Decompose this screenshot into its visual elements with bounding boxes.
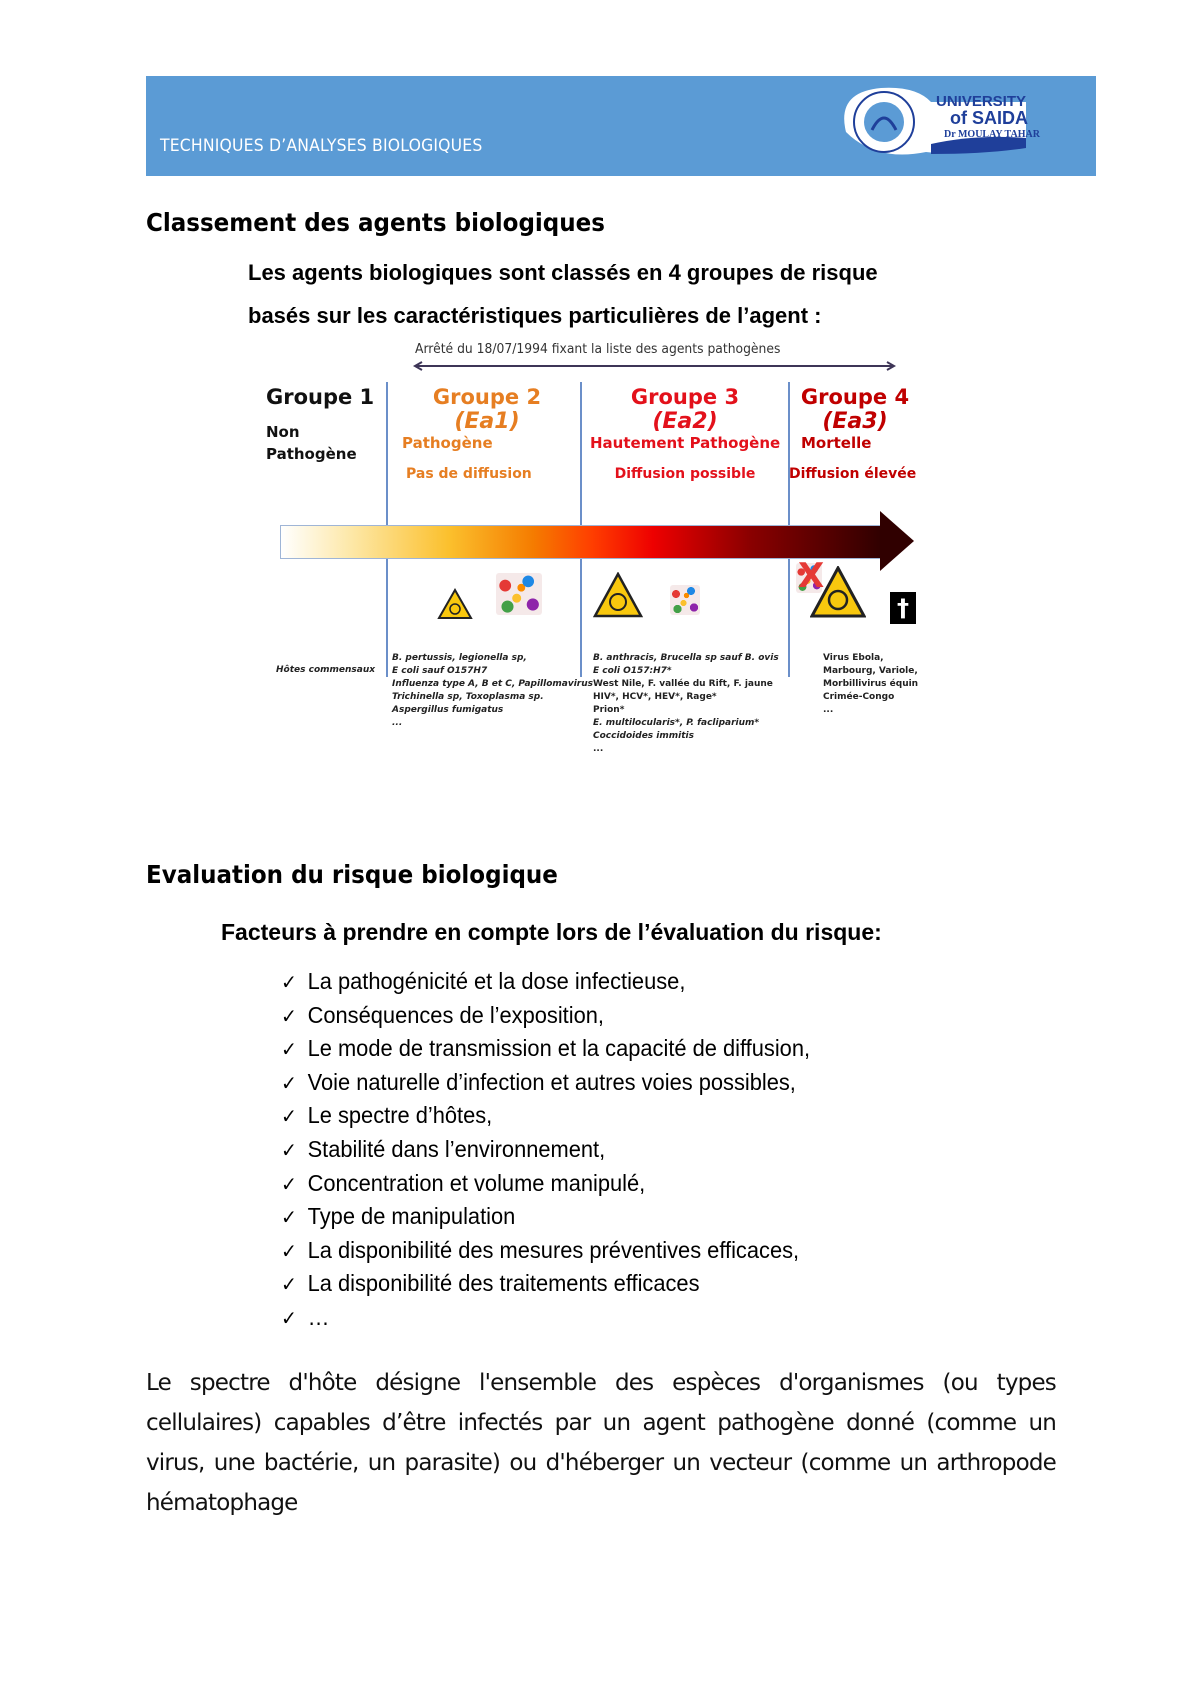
intro-line-2: basés sur les caractéristiques particulières de l’agent : <box>248 303 822 328</box>
logo-line2: of SAIDA <box>950 108 1028 128</box>
page-header <box>146 76 1096 176</box>
group-1-title: Groupe 1 <box>266 385 375 409</box>
factor-text: Concentration et volume manipulé, <box>307 1169 646 1196</box>
factor-item <box>281 1302 810 1336</box>
group-2-agents <box>392 652 593 730</box>
decree-label: Arrêté du 18/07/1994 fixant la liste des agents pathogènes <box>415 342 781 357</box>
group-1-desc-line1: Non <box>266 423 300 441</box>
logo-line1: UNIVERSITY <box>936 93 1027 110</box>
check-icon: ✓ <box>281 1240 297 1263</box>
section-title-classement: Classement des agents biologiques <box>146 208 605 237</box>
intro-line-1: Les agents biologiques sont classés en 4 groupes de risque <box>248 260 878 285</box>
group-3-agents <box>593 652 779 756</box>
factor-text: Stabilité dans l’environnement, <box>307 1135 606 1162</box>
group-1 <box>266 385 374 465</box>
agent-item: ... <box>823 705 834 715</box>
factor-text: Voie naturelle d’infection et autres voies possibles, <box>307 1068 796 1095</box>
group-3-description: Hautement Pathogène <box>590 434 781 452</box>
factor-text: Le mode de transmission et la capacité de diffusion, <box>307 1035 811 1062</box>
check-icon: ✓ <box>281 1072 297 1095</box>
factor-text: Conséquences de l’exposition, <box>307 1001 604 1028</box>
group-2 <box>402 385 562 482</box>
host-spectrum-paragraph: Le spectre d'hôte désigne l'ensemble des espèces d'organismes (ou types cellulaires) capables d’être infectés par un agent pathogène donné (comme un virus, une bactérie, un parasite) ou d'héberger un vecteur (comme un arthropode hématophage <box>146 1370 1056 1516</box>
double-arrow-icon <box>412 361 897 371</box>
check-icon: ✓ <box>281 1005 297 1028</box>
group-3-code: (Ea2) <box>652 409 718 434</box>
group-4-agents <box>823 652 918 717</box>
agent-item: Influenza type A, B et C, Papillomavirus <box>392 679 594 689</box>
group-4-diffusion: Diffusion élevée <box>789 466 917 482</box>
group-3 <box>590 385 780 482</box>
agent-item: West Nile, F. vallée du Rift, F. jaune <box>593 679 773 689</box>
agent-item: HIV*, HCV*, HEV*, Rage* <box>593 692 717 702</box>
factor-text: La disponibilité des traitements efficaces <box>307 1270 700 1297</box>
group-2-diffusion: Pas de diffusion <box>406 466 532 482</box>
group-4-code: (Ea3) <box>822 409 888 434</box>
section-title-evaluation: Evaluation du risque biologique <box>146 860 558 889</box>
check-icon: ✓ <box>281 1307 297 1330</box>
factors-checklist <box>281 966 838 1336</box>
check-icon: ✓ <box>281 1207 297 1230</box>
factors-title: Facteurs à prendre en compte lors de l’évaluation du risque: <box>221 919 882 945</box>
agent-item: B. anthracis, Brucella sp sauf B. ovis <box>593 653 779 663</box>
arrow-head-icon <box>880 511 914 571</box>
factor-item <box>281 1100 810 1134</box>
group-1-desc-line2: Pathogène <box>266 445 357 463</box>
group-4 <box>789 385 917 482</box>
factor-item <box>281 1168 810 1202</box>
agent-item: ... <box>593 744 604 754</box>
agent-item: Virus Ebola, <box>823 653 884 663</box>
biohazard-small-icon <box>437 588 473 620</box>
factor-item <box>281 1033 810 1067</box>
check-icon: ✓ <box>281 972 297 994</box>
hosts-label: Hôtes commensaux <box>276 665 376 675</box>
agent-item: ... <box>392 718 403 728</box>
check-icon: ✓ <box>281 1039 297 1062</box>
factor-text: La disponibilité des mesures préventives efficaces, <box>307 1236 800 1263</box>
factor-text: La pathogénicité et la dose infectieuse, <box>307 968 686 994</box>
factor-item <box>281 1235 810 1269</box>
group-2-code: (Ea1) <box>454 409 520 434</box>
university-logo <box>836 82 1040 162</box>
group-4-description: Mortelle <box>801 434 872 452</box>
agent-item: Marbourg, Variole, <box>823 666 918 676</box>
group-2-description: Pathogène <box>402 434 493 452</box>
factor-item <box>281 1268 810 1302</box>
check-icon: ✓ <box>281 1173 297 1196</box>
cross-icon: X <box>798 556 825 596</box>
bacteria-image-icon <box>670 585 700 615</box>
agent-item: E coli O157:H7* <box>593 666 672 676</box>
agent-item: E. multilocularis*, P. facliparium* <box>593 718 760 728</box>
factor-item <box>281 1000 810 1034</box>
group-3-diffusion: Diffusion possible <box>614 466 756 482</box>
header-title: TECHNIQUES D’ANALYSES BIOLOGIQUES <box>160 136 483 156</box>
logo-line3: Dr MOULAY TAHAR <box>944 129 1040 140</box>
factor-item <box>281 1134 810 1168</box>
biohazard-medium-icon <box>593 572 643 618</box>
group-1-description <box>266 421 374 465</box>
risk-groups-diagram <box>240 330 940 790</box>
agent-item: Coccidoides immitis <box>593 731 694 741</box>
dagger-death-icon: † <box>890 592 916 624</box>
bacteria-image-icon <box>496 573 542 615</box>
factor-text: Type de manipulation <box>307 1203 516 1230</box>
factor-item <box>281 1067 810 1101</box>
factor-text: … <box>307 1303 330 1330</box>
check-icon: ✓ <box>281 1106 297 1129</box>
factor-item <box>281 1201 810 1235</box>
agent-item: Morbillivirus équin <box>823 679 919 689</box>
group-4-title: Groupe 4 <box>800 385 910 409</box>
agent-item: Trichinella sp, Toxoplasma sp. <box>392 692 544 702</box>
group-2-title: Groupe 2 <box>432 385 542 409</box>
agent-item: E coli sauf O157H7 <box>392 666 488 676</box>
check-icon: ✓ <box>281 1274 297 1297</box>
agent-item: Aspergillus fumigatus <box>392 705 504 715</box>
group-3-title: Groupe 3 <box>630 385 740 409</box>
factor-text: Le spectre d’hôtes, <box>307 1102 493 1129</box>
check-icon: ✓ <box>281 1139 297 1162</box>
agent-item: Prion* <box>593 705 625 715</box>
agent-item: B. pertussis, legionella sp, <box>392 653 527 663</box>
biohazard-large-icon <box>810 566 866 618</box>
agent-item: Crimée-Congo <box>823 692 895 702</box>
risk-gradient-bar <box>280 525 881 559</box>
factor-item <box>281 966 810 1000</box>
